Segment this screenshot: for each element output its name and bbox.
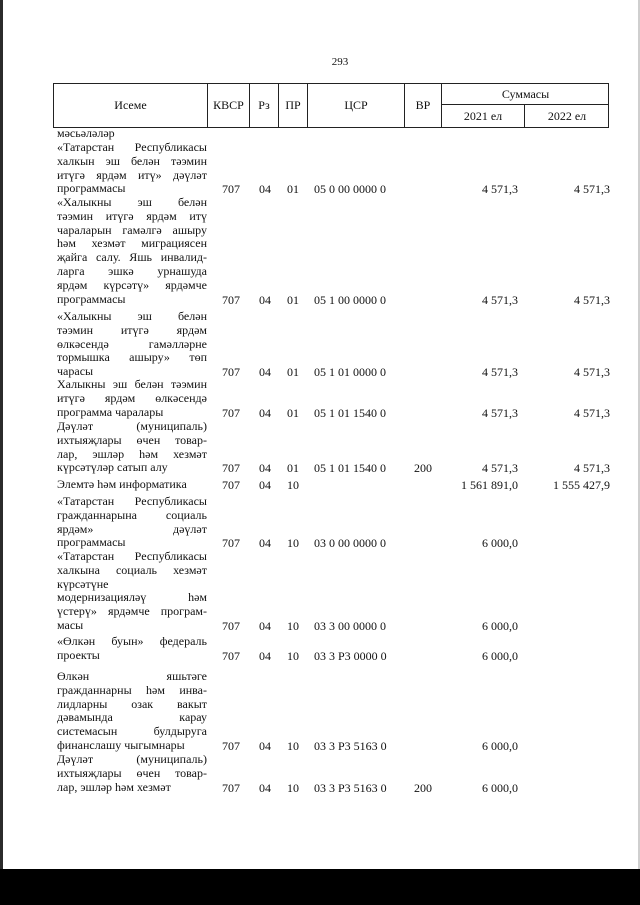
row-y1: 6 000,0 [482, 739, 518, 753]
row-y1: 4 571,3 [482, 292, 518, 307]
row-rz: 04 [259, 405, 271, 420]
row-name-line: тәэмин итүгә ярдәм итү [57, 208, 207, 223]
row-name-line: гражданнарына социаль [57, 507, 207, 522]
row-name [57, 310, 207, 379]
row-name-line: итүгә ярдәм итү» дәүләт [57, 167, 207, 182]
row-rz: 04 [259, 536, 271, 551]
row-rz: 04 [259, 182, 271, 197]
row-kvsr: 707 [222, 739, 240, 753]
row-rz: 04 [259, 739, 271, 753]
row-pr: 10 [287, 648, 299, 663]
header-csr: ЦСР [344, 98, 368, 112]
row-rz: 04 [259, 780, 271, 795]
row-name-line: Дәүләт (муниципаль) [57, 419, 207, 433]
row-name-line: ларга эшкә урнашуда [57, 263, 207, 278]
header-kvsr: КВСР [213, 98, 244, 112]
row-vr: 200 [414, 780, 432, 795]
row-name-line: масы [57, 617, 84, 632]
scan-bottom-bar [0, 869, 640, 905]
row-csr: 05 1 01 1540 0 [314, 461, 386, 476]
row-kvsr: 707 [222, 405, 240, 420]
row-csr: 03 3 Р3 5163 0 [314, 739, 387, 753]
row-pr: 01 [287, 405, 299, 420]
row-csr: 05 1 01 1540 0 [314, 405, 386, 420]
row-rz: 04 [259, 292, 271, 307]
row-name-line: лар, эшләр һәм хезмәт [57, 446, 207, 461]
row-name-line: Өлкән яшьтәге [57, 669, 207, 683]
row-name-line: халкына социаль хезмәт [57, 562, 207, 577]
row-name-line: Халыкны эш белән тәэмин [57, 377, 207, 391]
row-name-line: чарасы [57, 364, 94, 379]
row-name-line: «Халыкны эш белән [57, 309, 207, 323]
row-pr: 01 [287, 182, 299, 197]
row-y2: 1 555 427,9 [553, 478, 610, 492]
row-rz: 04 [259, 648, 271, 663]
scan-left-edge [0, 0, 3, 905]
row-y1: 4 571,3 [482, 405, 518, 420]
row-csr: 03 0 00 0000 0 [314, 536, 386, 551]
row-y1: 1 561 891,0 [461, 478, 518, 492]
row-name [57, 420, 207, 475]
row-y1: 6 000,0 [482, 536, 518, 551]
row-y2: 4 571,3 [574, 461, 610, 476]
header-year-2022: 2022 ел [547, 108, 587, 123]
row-y2: 4 571,3 [574, 292, 610, 307]
row-y1: 4 571,3 [482, 365, 518, 380]
row-name-line: «Өлкән буын» федераль [57, 634, 207, 648]
row-name-line: күрсәтүләр сатып алу [57, 460, 168, 475]
header-sums: Суммасы [501, 86, 550, 101]
row-kvsr: 707 [222, 780, 240, 795]
row-name-line: ярдәм» дәүләт [57, 521, 207, 536]
row-name-line: чараларын гамәлгә ашыру [57, 222, 207, 237]
row-name-line: өлкәсендә гамәлләрне [57, 336, 207, 351]
header-name: Исеме [114, 98, 147, 112]
row-kvsr: 707 [222, 365, 240, 380]
row-rz: 04 [259, 461, 271, 476]
row-name-line: тормышка ашыру» төп [57, 350, 207, 365]
row-kvsr: 707 [222, 461, 240, 476]
row-name [57, 141, 207, 196]
row-name-line: халкын эш белән тәэмин [57, 153, 207, 168]
row-name-line: үстерү» ярдәмче програм- [57, 604, 207, 619]
row-name-line: күрсәтүне [57, 576, 109, 591]
row-name-line: Элемтә һәм информатика [57, 477, 187, 491]
row-name-line: ярдәм күрсәтү» ярдәмче [57, 277, 207, 292]
row-name [57, 127, 207, 141]
row-name-line: ихтыяҗлары өчен товар- [57, 432, 207, 447]
row-name-line: лар, эшләр һәм хезмәт [57, 779, 171, 794]
row-name-line: проекты [57, 647, 100, 662]
row-name-line: мәсьәләләр [57, 126, 115, 140]
row-pr: 10 [287, 780, 299, 795]
row-csr: 05 0 00 0000 0 [314, 182, 386, 197]
row-name-line: программасы [57, 535, 126, 550]
row-pr: 10 [287, 536, 299, 551]
row-y2: 4 571,3 [574, 405, 610, 420]
row-y1: 4 571,3 [482, 461, 518, 476]
row-pr: 10 [287, 739, 299, 753]
row-csr: 03 3 Р3 5163 0 [314, 780, 387, 795]
row-kvsr: 707 [222, 648, 240, 663]
row-pr: 01 [287, 292, 299, 307]
row-name-line: тәэмин итүгә ярдәм [57, 322, 207, 337]
row-kvsr: 707 [222, 478, 240, 492]
row-csr: 03 3 00 0000 0 [314, 619, 386, 633]
row-csr: 05 1 01 0000 0 [314, 365, 386, 380]
row-name-line: модернизацияләү һәм [57, 590, 207, 605]
row-pr: 10 [287, 619, 299, 633]
row-rz: 04 [259, 478, 271, 492]
row-name-line: «Татарстан Республикасы [57, 494, 207, 508]
header-rz: Рз [258, 98, 270, 112]
row-name-line: лидларны озак вакыт [57, 696, 207, 711]
row-name [57, 495, 207, 550]
header-year-2021: 2021 ел [463, 108, 503, 123]
row-kvsr: 707 [222, 292, 240, 307]
row-name [57, 753, 207, 794]
row-name-line: «Татарстан Республикасы [57, 549, 207, 563]
row-name-line: программасы [57, 181, 126, 196]
row-y2: 4 571,3 [574, 365, 610, 380]
row-kvsr: 707 [222, 619, 240, 633]
row-name-line: программа чаралары [57, 404, 164, 419]
row-y1: 6 000,0 [482, 648, 518, 663]
row-vr: 200 [414, 461, 432, 476]
row-kvsr: 707 [222, 182, 240, 197]
row-name [57, 670, 207, 753]
row-name [57, 478, 207, 492]
row-name [57, 378, 207, 419]
row-name-line: Дәүләт (муниципаль) [57, 752, 207, 766]
row-y1: 6 000,0 [482, 619, 518, 633]
header-pr: ПР [285, 98, 301, 112]
row-y1: 6 000,0 [482, 780, 518, 795]
row-rz: 04 [259, 365, 271, 380]
row-y1: 4 571,3 [482, 182, 518, 197]
row-name-line: программасы [57, 291, 126, 306]
row-pr: 01 [287, 365, 299, 380]
row-csr: 05 1 00 0000 0 [314, 292, 386, 307]
row-y2: 4 571,3 [574, 182, 610, 197]
row-name-line: җайга салу. Яшь инвалид- [57, 250, 207, 265]
row-name-line: «Халыкны эш белән [57, 195, 207, 209]
row-name-line: «Татарстан Республикасы [57, 140, 207, 154]
row-csr: 03 3 Р3 0000 0 [314, 648, 387, 663]
row-name-line: итүгә ярдәм өлкәсендә [57, 390, 207, 405]
row-name-line: ихтыяҗлары өчен товар- [57, 765, 207, 780]
row-name-line: гражданнарны һәм инва- [57, 682, 207, 697]
row-rz: 04 [259, 619, 271, 633]
row-pr: 01 [287, 461, 299, 476]
row-name [57, 550, 207, 633]
row-name-line: системасын булдыруга [57, 724, 207, 739]
row-name [57, 196, 207, 306]
row-name-line: дәвамында карау [57, 710, 207, 725]
row-name-line: финанслашу чыгымнары [57, 737, 185, 752]
row-kvsr: 707 [222, 536, 240, 551]
row-name [57, 635, 207, 663]
row-pr: 10 [287, 478, 299, 492]
page-number: 293 [331, 56, 349, 68]
row-name-line: һәм хезмәт миграциясен [57, 236, 207, 251]
header-vr: ВР [415, 98, 431, 112]
